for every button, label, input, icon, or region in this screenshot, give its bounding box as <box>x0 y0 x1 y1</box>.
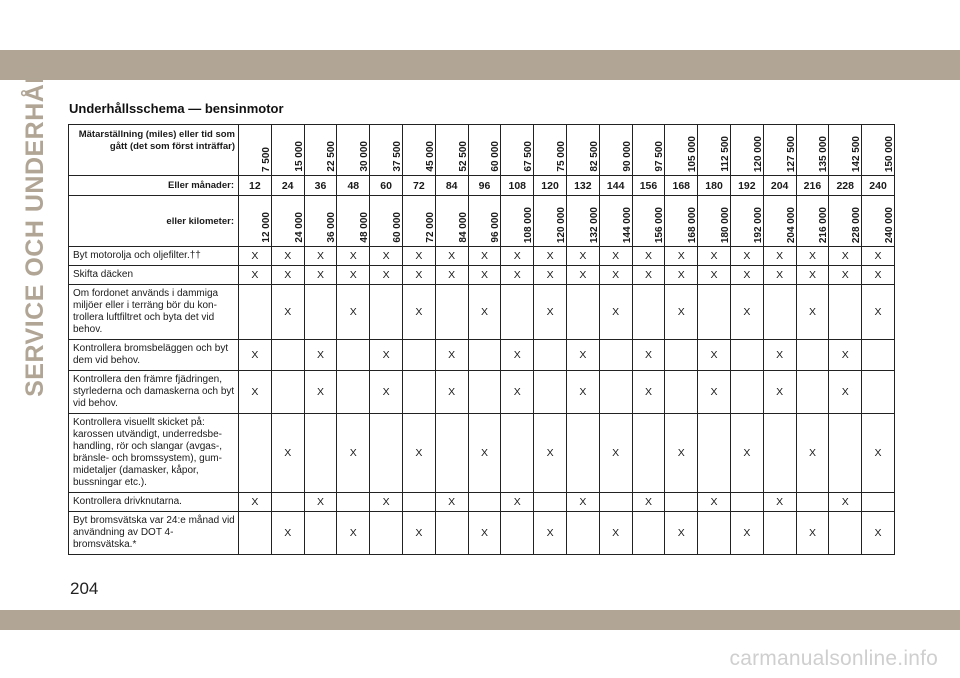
miles-value: 90 000 <box>621 141 633 172</box>
service-mark <box>239 285 272 340</box>
service-mark <box>304 414 337 493</box>
service-mark <box>763 512 796 555</box>
service-mark: X <box>829 247 862 266</box>
miles-header-cell <box>501 125 534 176</box>
service-mark <box>566 512 599 555</box>
service-mark <box>763 414 796 493</box>
miles-header-cell <box>829 125 862 176</box>
miles-header-cell <box>632 125 665 176</box>
km-header-cell <box>271 196 304 247</box>
footer-band <box>0 610 960 630</box>
service-mark <box>402 340 435 371</box>
km-header-cell <box>632 196 665 247</box>
miles-value: 60 000 <box>490 141 502 172</box>
miles-value: 120 000 <box>752 135 764 172</box>
service-mark: X <box>435 493 468 512</box>
service-mark: X <box>370 493 403 512</box>
km-value: 120 000 <box>556 206 568 243</box>
service-mark: X <box>829 340 862 371</box>
service-mark <box>599 371 632 414</box>
task-description: Byt bromsvätska var 24:e månad vid användning av DOT 4-bromsvätska.* <box>69 512 239 555</box>
service-mark: X <box>796 247 829 266</box>
service-mark: X <box>862 266 895 285</box>
service-mark: X <box>730 266 763 285</box>
service-mark <box>271 340 304 371</box>
watermark: carmanualsonline.info <box>729 647 938 670</box>
km-value: 108 000 <box>523 206 535 243</box>
service-mark: X <box>501 266 534 285</box>
service-mark: X <box>698 340 731 371</box>
km-header-cell <box>698 196 731 247</box>
service-mark: X <box>829 266 862 285</box>
service-mark <box>862 493 895 512</box>
task-description: Byt motorolja och oljefilter.†† <box>69 247 239 266</box>
km-header-cell <box>304 196 337 247</box>
service-mark: X <box>599 266 632 285</box>
service-mark: X <box>829 493 862 512</box>
months-value: 72 <box>402 176 435 196</box>
service-mark <box>698 512 731 555</box>
km-value: 36 000 <box>326 212 338 243</box>
km-value: 180 000 <box>720 206 732 243</box>
miles-value: 135 000 <box>818 135 830 172</box>
schedule-row <box>69 285 895 340</box>
months-value: 192 <box>730 176 763 196</box>
miles-header-cell <box>239 125 272 176</box>
km-header-cell <box>730 196 763 247</box>
km-value: 156 000 <box>654 206 666 243</box>
km-header-cell <box>337 196 370 247</box>
section-side-label-text: SERVICE OCH UNDERHÅLL <box>20 51 49 397</box>
service-mark: X <box>468 285 501 340</box>
service-mark: X <box>730 414 763 493</box>
service-mark: X <box>239 371 272 414</box>
service-mark: X <box>632 371 665 414</box>
service-mark <box>730 371 763 414</box>
service-mark <box>402 493 435 512</box>
service-mark <box>829 512 862 555</box>
schedule-row <box>69 371 895 414</box>
months-label: Eller månader: <box>69 176 239 196</box>
service-mark: X <box>337 247 370 266</box>
miles-header-cell <box>763 125 796 176</box>
service-mark <box>632 285 665 340</box>
task-description: Kontrollera bromsbeläggen och byt dem vid behov. <box>69 340 239 371</box>
service-mark <box>468 340 501 371</box>
km-value: 204 000 <box>785 206 797 243</box>
km-header-cell <box>862 196 895 247</box>
miles-value: 97 500 <box>654 141 666 172</box>
months-value: 48 <box>337 176 370 196</box>
service-mark <box>566 414 599 493</box>
months-value: 228 <box>829 176 862 196</box>
km-value: 144 000 <box>621 206 633 243</box>
service-mark: X <box>402 512 435 555</box>
service-mark <box>730 340 763 371</box>
service-mark: X <box>862 512 895 555</box>
service-mark: X <box>796 414 829 493</box>
service-mark: X <box>829 371 862 414</box>
service-mark: X <box>534 285 567 340</box>
service-mark <box>468 371 501 414</box>
miles-value: 22 500 <box>326 141 338 172</box>
km-value: 132 000 <box>588 206 600 243</box>
miles-header-cell <box>271 125 304 176</box>
miles-header-cell <box>665 125 698 176</box>
miles-header-cell <box>698 125 731 176</box>
schedule-row <box>69 512 895 555</box>
miles-value: 142 500 <box>851 135 863 172</box>
months-value: 60 <box>370 176 403 196</box>
service-mark: X <box>271 285 304 340</box>
service-mark: X <box>271 512 304 555</box>
service-mark <box>304 512 337 555</box>
service-mark <box>337 493 370 512</box>
service-mark: X <box>665 414 698 493</box>
service-mark <box>862 371 895 414</box>
km-value: 228 000 <box>851 206 863 243</box>
task-description: Kontrollera visuellt skicket på: karossen utvändigt, underredsbehandling, rör och slangar (avgas-, bränsle- och bromssystem), gummidetaljer (damasker, kåpor, bussningar etc.). <box>69 414 239 493</box>
km-value: 240 000 <box>884 206 896 243</box>
service-mark: X <box>665 247 698 266</box>
service-mark: X <box>337 266 370 285</box>
service-mark: X <box>271 247 304 266</box>
service-mark <box>468 493 501 512</box>
service-mark <box>632 512 665 555</box>
service-mark: X <box>698 371 731 414</box>
service-mark: X <box>468 266 501 285</box>
service-mark <box>304 285 337 340</box>
service-mark: X <box>763 371 796 414</box>
service-mark: X <box>304 371 337 414</box>
km-value: 24 000 <box>293 212 305 243</box>
service-mark <box>534 493 567 512</box>
service-mark <box>796 371 829 414</box>
schedule-row <box>69 493 895 512</box>
top-margin <box>0 0 960 50</box>
months-value: 180 <box>698 176 731 196</box>
service-mark <box>632 414 665 493</box>
service-mark: X <box>337 285 370 340</box>
km-label: eller kilometer: <box>69 196 239 247</box>
section-side-label <box>20 51 50 397</box>
service-mark <box>337 340 370 371</box>
service-mark <box>862 340 895 371</box>
service-mark: X <box>501 493 534 512</box>
service-mark: X <box>763 340 796 371</box>
miles-header-cell <box>534 125 567 176</box>
service-mark <box>566 285 599 340</box>
miles-header-cell <box>468 125 501 176</box>
miles-value: 112 500 <box>720 136 732 172</box>
months-value: 120 <box>534 176 567 196</box>
km-header-cell <box>566 196 599 247</box>
service-mark: X <box>402 266 435 285</box>
service-mark: X <box>271 266 304 285</box>
service-mark: X <box>665 266 698 285</box>
service-mark: X <box>599 414 632 493</box>
miles-header-cell <box>730 125 763 176</box>
service-mark: X <box>468 247 501 266</box>
service-mark: X <box>304 493 337 512</box>
km-header-cell <box>763 196 796 247</box>
service-mark: X <box>239 266 272 285</box>
service-mark: X <box>402 247 435 266</box>
service-mark <box>435 512 468 555</box>
months-header-row <box>69 176 895 196</box>
service-mark: X <box>402 414 435 493</box>
task-description: Kontrollera den främre fjädringen, styrlederna och damaskerna och byt vid behov. <box>69 371 239 414</box>
header-band <box>0 50 960 80</box>
miles-value: 7 500 <box>260 146 272 172</box>
task-description: Kontrollera drivknutarna. <box>69 493 239 512</box>
months-value: 12 <box>239 176 272 196</box>
miles-value: 75 000 <box>556 141 568 172</box>
service-mark: X <box>402 285 435 340</box>
km-value: 72 000 <box>424 212 436 243</box>
service-mark: X <box>698 493 731 512</box>
service-mark <box>599 340 632 371</box>
km-value: 216 000 <box>818 206 830 243</box>
page-number: 204 <box>70 579 99 598</box>
months-value: 216 <box>796 176 829 196</box>
km-header-cell <box>370 196 403 247</box>
service-mark <box>501 512 534 555</box>
km-header-cell <box>501 196 534 247</box>
service-mark: X <box>239 493 272 512</box>
months-value: 168 <box>665 176 698 196</box>
service-mark: X <box>698 247 731 266</box>
service-mark: X <box>665 285 698 340</box>
miles-header-cell <box>370 125 403 176</box>
service-mark <box>665 493 698 512</box>
service-mark: X <box>730 247 763 266</box>
service-mark: X <box>534 512 567 555</box>
service-mark <box>599 493 632 512</box>
service-mark: X <box>698 266 731 285</box>
service-mark <box>698 285 731 340</box>
miles-header-cell <box>337 125 370 176</box>
service-mark: X <box>337 414 370 493</box>
km-header-row <box>69 196 895 247</box>
page-title: Underhållsschema — bensinmotor <box>69 101 284 116</box>
service-mark: X <box>370 247 403 266</box>
service-mark <box>370 414 403 493</box>
months-value: 24 <box>271 176 304 196</box>
miles-value: 150 000 <box>884 135 896 172</box>
service-mark: X <box>599 512 632 555</box>
months-value: 132 <box>566 176 599 196</box>
months-value: 204 <box>763 176 796 196</box>
service-mark: X <box>337 512 370 555</box>
service-mark: X <box>468 414 501 493</box>
miles-header-cell <box>566 125 599 176</box>
service-mark: X <box>796 266 829 285</box>
months-value: 156 <box>632 176 665 196</box>
months-value: 144 <box>599 176 632 196</box>
km-value: 84 000 <box>457 212 469 243</box>
km-header-cell <box>402 196 435 247</box>
km-value: 96 000 <box>490 212 502 243</box>
months-value: 108 <box>501 176 534 196</box>
service-mark: X <box>435 371 468 414</box>
service-mark: X <box>501 247 534 266</box>
service-mark <box>435 285 468 340</box>
service-mark: X <box>435 340 468 371</box>
service-mark <box>665 340 698 371</box>
schedule-row <box>69 247 895 266</box>
service-mark: X <box>862 285 895 340</box>
service-mark: X <box>665 512 698 555</box>
miles-header-cell <box>796 125 829 176</box>
schedule-row <box>69 266 895 285</box>
maintenance-schedule-table <box>68 124 895 555</box>
miles-value: 15 000 <box>293 141 305 172</box>
task-description: Om fordonet används i dammiga miljöer eller i terräng bör du kontrollera luftfiltret och byta det vid behov. <box>69 285 239 340</box>
service-mark <box>501 414 534 493</box>
km-header-cell <box>829 196 862 247</box>
miles-value: 67 500 <box>523 141 535 172</box>
km-header-cell <box>599 196 632 247</box>
service-mark <box>698 414 731 493</box>
schedule-row <box>69 340 895 371</box>
service-mark <box>534 340 567 371</box>
service-mark: X <box>501 371 534 414</box>
service-mark: X <box>566 340 599 371</box>
miles-header-cell <box>599 125 632 176</box>
miles-value: 127 500 <box>785 135 797 172</box>
service-mark: X <box>239 247 272 266</box>
service-mark <box>796 340 829 371</box>
service-mark <box>534 371 567 414</box>
service-mark: X <box>534 247 567 266</box>
service-mark: X <box>435 247 468 266</box>
km-value: 60 000 <box>392 212 404 243</box>
miles-header-row <box>69 125 895 176</box>
miles-value: 52 500 <box>457 141 469 172</box>
service-mark: X <box>730 285 763 340</box>
months-value: 240 <box>862 176 895 196</box>
service-mark: X <box>632 340 665 371</box>
schedule-row <box>69 414 895 493</box>
service-mark: X <box>304 247 337 266</box>
miles-value: 82 500 <box>588 141 600 172</box>
service-mark <box>402 371 435 414</box>
service-mark: X <box>599 247 632 266</box>
service-mark: X <box>534 266 567 285</box>
service-mark: X <box>370 371 403 414</box>
miles-header-cell <box>862 125 895 176</box>
km-header-cell <box>534 196 567 247</box>
miles-header-cell <box>402 125 435 176</box>
km-value: 168 000 <box>687 206 699 243</box>
km-header-cell <box>665 196 698 247</box>
service-mark: X <box>862 247 895 266</box>
service-mark: X <box>501 340 534 371</box>
service-mark: X <box>271 414 304 493</box>
service-mark: X <box>370 266 403 285</box>
service-mark: X <box>566 493 599 512</box>
service-mark <box>763 285 796 340</box>
service-mark: X <box>763 247 796 266</box>
service-mark <box>370 285 403 340</box>
task-description: Skifta däcken <box>69 266 239 285</box>
service-mark: X <box>862 414 895 493</box>
service-mark: X <box>632 493 665 512</box>
service-mark: X <box>763 266 796 285</box>
service-mark: X <box>730 512 763 555</box>
service-mark: X <box>435 266 468 285</box>
service-mark: X <box>763 493 796 512</box>
service-mark <box>501 285 534 340</box>
service-mark: X <box>304 266 337 285</box>
service-mark <box>829 285 862 340</box>
service-mark: X <box>534 414 567 493</box>
service-mark: X <box>632 247 665 266</box>
km-header-cell <box>239 196 272 247</box>
km-value: 12 000 <box>260 212 272 243</box>
miles-header-cell <box>304 125 337 176</box>
km-header-cell <box>435 196 468 247</box>
service-mark <box>337 371 370 414</box>
km-value: 192 000 <box>752 206 764 243</box>
service-mark <box>665 371 698 414</box>
service-mark: X <box>566 266 599 285</box>
months-value: 84 <box>435 176 468 196</box>
service-mark <box>271 371 304 414</box>
miles-header-cell <box>435 125 468 176</box>
service-mark: X <box>632 266 665 285</box>
service-mark <box>730 493 763 512</box>
service-mark <box>796 493 829 512</box>
service-mark: X <box>239 340 272 371</box>
km-header-cell <box>468 196 501 247</box>
service-mark <box>435 414 468 493</box>
service-mark: X <box>566 247 599 266</box>
service-mark: X <box>370 340 403 371</box>
miles-value: 45 000 <box>424 141 436 172</box>
service-mark: X <box>566 371 599 414</box>
mileage-header: Mätarställning (miles) eller tid som gått (det som först inträffar) <box>69 125 239 176</box>
months-value: 96 <box>468 176 501 196</box>
service-mark: X <box>304 340 337 371</box>
service-mark <box>239 512 272 555</box>
service-mark <box>271 493 304 512</box>
service-mark <box>829 414 862 493</box>
service-mark: X <box>468 512 501 555</box>
service-mark: X <box>796 285 829 340</box>
service-mark: X <box>599 285 632 340</box>
miles-value: 37 500 <box>392 141 404 172</box>
service-mark <box>370 512 403 555</box>
months-value: 36 <box>304 176 337 196</box>
miles-value: 105 000 <box>687 135 699 172</box>
service-mark: X <box>796 512 829 555</box>
km-value: 48 000 <box>359 212 371 243</box>
service-mark <box>239 414 272 493</box>
km-header-cell <box>796 196 829 247</box>
miles-value: 30 000 <box>359 141 371 172</box>
